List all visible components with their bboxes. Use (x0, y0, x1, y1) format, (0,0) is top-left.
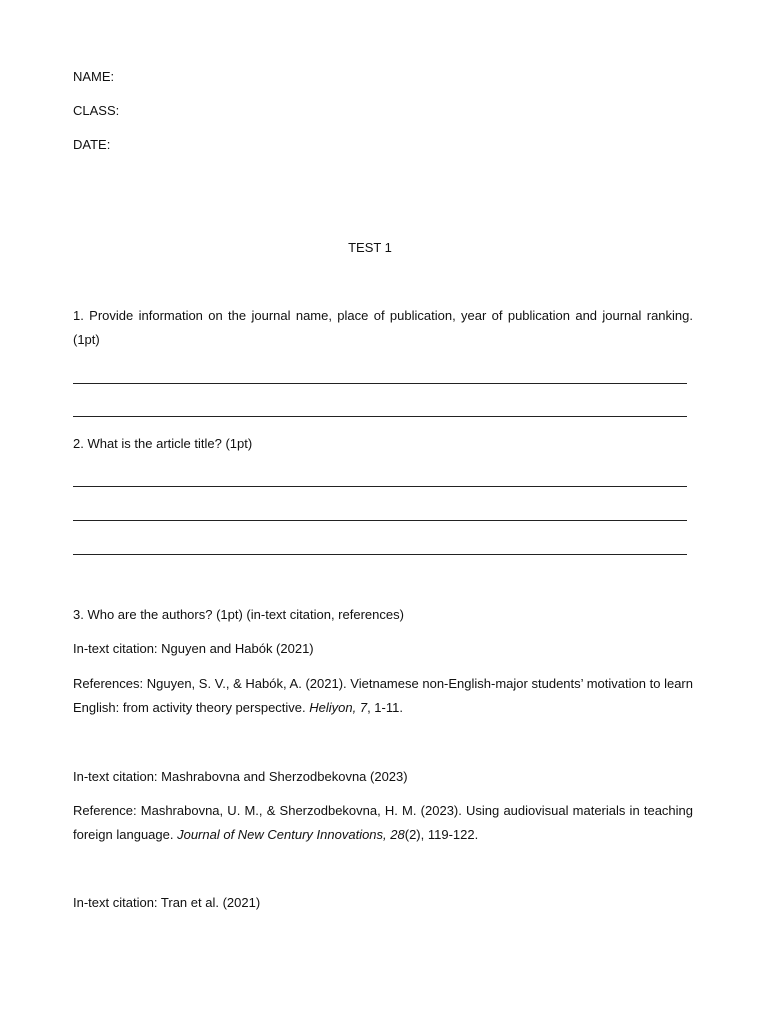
date-label: DATE: (73, 137, 111, 152)
reference-2-journal: Journal of New Century Innovations, 28 (177, 827, 405, 842)
class-label: CLASS: (73, 103, 120, 118)
reference-1 (73, 672, 693, 720)
page-title: TEST 1 (348, 240, 392, 255)
reference-2-main: Reference: Mashrabovna, U. M., & Sherzodbekovna, H. M. (2023). Using audiovisual materials in teaching foreign language. (73, 803, 693, 842)
question-1: 1. Provide information on the journal name, place of publication, year of publication and journal ranking. (1pt) (73, 308, 693, 347)
answer-line-q2-3 (73, 554, 687, 555)
reference-1-pages: , 1-11. (367, 700, 403, 715)
answer-line-q1-2 (73, 416, 687, 417)
question-2: 2. What is the article title? (1pt) (73, 436, 253, 451)
name-label: NAME: (73, 69, 115, 84)
answer-line-q1-1 (73, 383, 687, 384)
reference-2-pages: (2), 119-122. (404, 827, 479, 842)
answer-line-q2-1 (73, 486, 687, 487)
intext-citation-2: In-text citation: Mashrabovna and Sherzodbekovna (2023) (73, 769, 408, 784)
answer-line-q2-2 (73, 520, 687, 521)
question-3: 3. Who are the authors? (1pt) (in-text citation, references) (73, 607, 404, 622)
intext-citation-3: In-text citation: Tran et al. (2021) (73, 895, 261, 910)
intext-citation-1: In-text citation: Nguyen and Habók (2021) (73, 641, 314, 656)
reference-1-journal: Heliyon, 7 (309, 700, 368, 715)
reference-2 (73, 799, 693, 847)
reference-1-main: References: Nguyen, S. V., & Habók, A. (2021). Vietnamese non-English-major students’ motivation to learn English: from activity theory perspective. (73, 676, 693, 715)
